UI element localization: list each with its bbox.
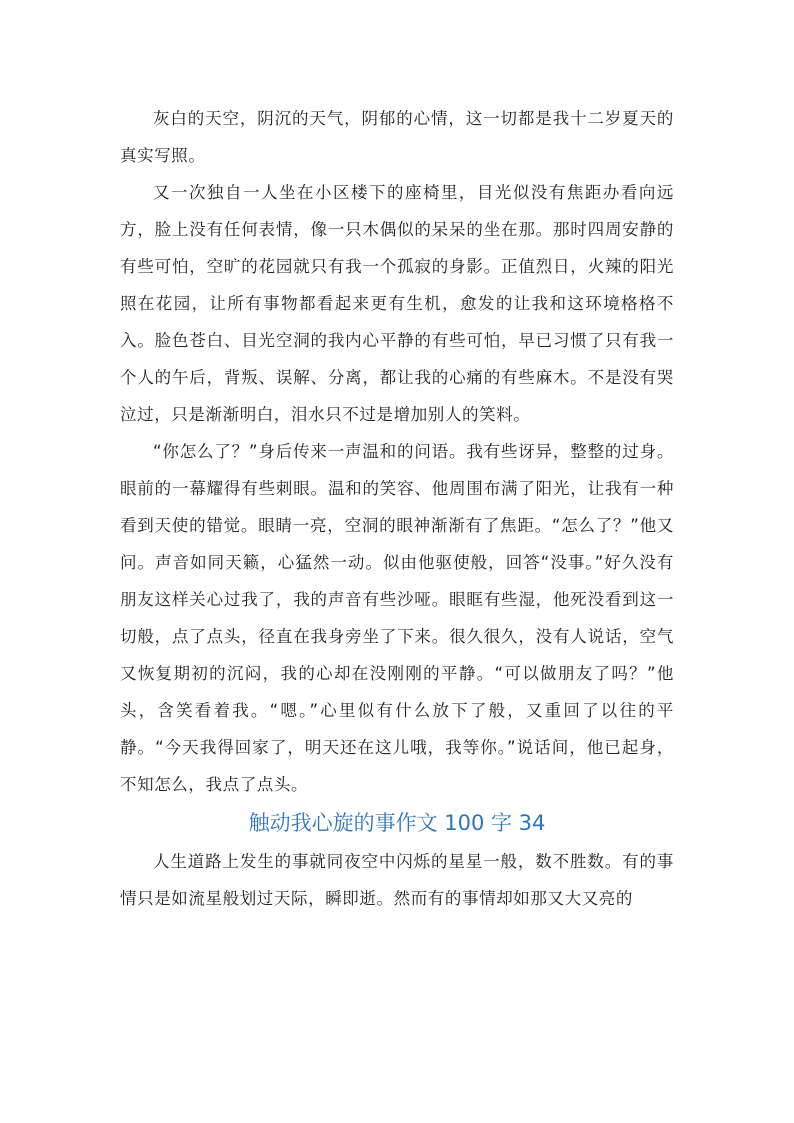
paragraph-3: “你怎么了？”身后传来一声温和的问语。我有些讶异，整整的过身。眼前的一幕耀得有些刺眼。温和的笑容、他周围布满了阳光，让我有一种看到天使的错觉。眼睛一亮，空洞的眼神渐渐有了焦距。“怎么了？”他又问。声音如同天籁，心猛然一动。似由他驱使般，回答“没事。”好久没有朋友这样关心过我了，我的声音有些沙哑。眼眶有些湿，他死没看到这一切般，点了点头，径直在我身旁坐了下来。很久很久，没有人说话，空气又恢复期初的沉闷，我的心却在没刚刚的平静。“可以做朋友了吗？”他头，含笑看着我。“嗯。”心里似有什么放下了般，又重回了以往的平静。“今天我得回家了，明天还在这儿哦，我等你。”说话间，他已起身，不知怎么，我点了点头。 (120, 442, 674, 794)
paragraph-4: 人生道路上发生的事就同夜空中闪烁的星星一般，数不胜数。有的事情只是如流星般划过天际，瞬即逝。然而有的事情却如那又大又亮的 (120, 852, 674, 908)
paragraph-1: 灰白的天空，阴沉的天气，阴郁的心情，这一切都是我十二岁夏天的真实写照。 (120, 109, 674, 165)
document-body (120, 100, 674, 917)
section-heading: 触动我心旋的事作文 100 字 34 (248, 811, 546, 835)
paragraph-2: 又一次独自一人坐在小区楼下的座椅里，目光似没有焦距办看向远方，脸上没有任何表情，像一只木偶似的呆呆的坐在那。那时四周安静的有些可怕，空旷的花园就只有我一个孤寂的身影。正值烈日，火辣的阳光照在花园，让所有事物都看起来更有生机，愈发的让我和这环境格格不入。脸色苍白、目光空洞的我内心平静的有些可怕，早已习惯了只有我一个人的午后，背叛、误解、分离，都让我的心痛的有些麻木。不是没有哭泣过，只是渐渐明白，泪水只不过是增加别人的笑料。 (120, 183, 674, 424)
